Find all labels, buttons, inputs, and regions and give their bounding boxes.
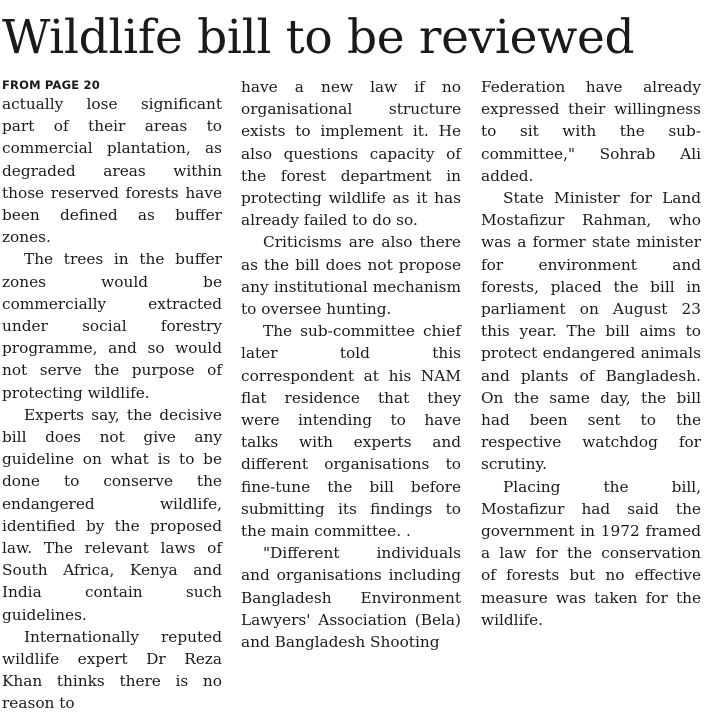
headline: Wildlife bill to be reviewed: [2, 10, 635, 65]
paragraph: Experts say, the decisive bill does not give any guideline on what is to be done to conserve the endangered wildlife, identified by the proposed law. The relevant laws of South Africa, Kenya and India contain such guidelines.: [2, 405, 222, 624]
paragraph: Criticisms are also there as the bill does not propose any institutional mechanism to oversee hunting.: [241, 233, 461, 319]
article-column-3: [481, 76, 701, 631]
paragraph: actually lose significant part of their areas to commercial plantation, as degraded areas within those reserved forests have been defined as buffer zones.: [2, 95, 222, 247]
paragraph: The sub-committee chief later told this correspondent at his NAM flat residence that they were intending to have talks with experts and different organisations to fine-tune the bill before submitting its findings to the main committee. .: [241, 322, 461, 541]
paragraph: have a new law if no organisational structure exists to implement it. He also questions capacity of the forest department in protecting wildlife as it has already failed to do so.: [241, 78, 461, 230]
paragraph: Internationally reputed wildlife expert Dr Reza Khan thinks there is no reason to: [2, 627, 222, 713]
paragraph: Placing the bill, Mostafizur had said the government in 1972 framed a law for the conservation of forests but no effective measure was taken for the wildlife.: [481, 477, 701, 629]
paragraph: State Minister for Land Mostafizur Rahman, who was a former state minister for environment and forests, placed the bill in parliament on August 23 this year. The bill aims to protect endangered animals and plants of Bangladesh. On the same day, the bill had been sent to the respective watchdog for scrutiny.: [481, 189, 701, 474]
article-column-1: [2, 76, 222, 715]
paragraph: The trees in the buffer zones would be commercially extracted under social forestry programme, and so would not serve the purpose of protecting wildlife.: [2, 250, 222, 402]
paragraph: "Different individuals and organisations including Bangladesh Environment Lawyers' Association (Bela) and Bangladesh Shooting: [241, 544, 461, 652]
paragraph: Federation have already expressed their willingness to sit with the sub-committee," Sohrab Ali added.: [481, 78, 701, 185]
article-column-2: [241, 76, 461, 653]
continuation-kicker: FROM PAGE 20: [2, 78, 100, 92]
